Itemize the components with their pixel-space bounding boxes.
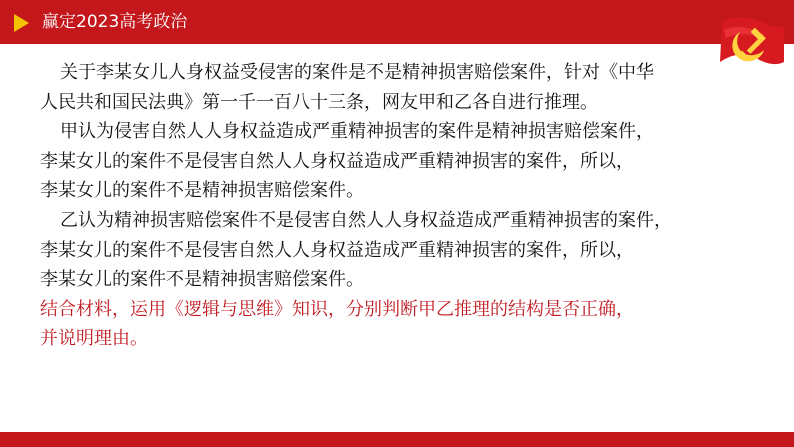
hammer-sickle-flag-icon	[714, 12, 784, 74]
text-line: 甲认为侵害自然人人身权益造成严重精神损害的案件是精神损害赔偿案件，	[60, 121, 654, 143]
question-line: 并说明理由。	[40, 328, 148, 350]
footer-bar	[0, 432, 794, 447]
text-line: 李某女儿的案件不是侵害自然人人身权益造成严重精神损害的案件，所以，	[40, 239, 634, 261]
text-line: 人民共和国民法典》第一千一百八十三条，网友甲和乙各自进行推理。	[40, 91, 598, 113]
question-line: 结合材料，运用《逻辑与思维》知识，分别判断甲乙推理的结构是否正确，	[40, 298, 634, 320]
text-line: 李某女儿的案件不是精神损害赔偿案件。	[40, 269, 364, 291]
content-area	[40, 58, 724, 354]
triangle-right-icon	[14, 14, 29, 32]
header-bar	[0, 0, 794, 44]
header-title: 赢定2023高考政治	[42, 12, 188, 32]
text-line: 李某女儿的案件不是精神损害赔偿案件。	[40, 180, 364, 202]
text-line: 乙认为精神损害赔偿案件不是侵害自然人人身权益造成严重精神损害的案件，	[60, 209, 672, 231]
text-line: 关于李某女儿人身权益受侵害的案件是不是精神损害赔偿案件，针对《中华	[60, 62, 654, 83]
text-line: 李某女儿的案件不是侵害自然人人身权益造成严重精神损害的案件，所以，	[40, 150, 634, 172]
